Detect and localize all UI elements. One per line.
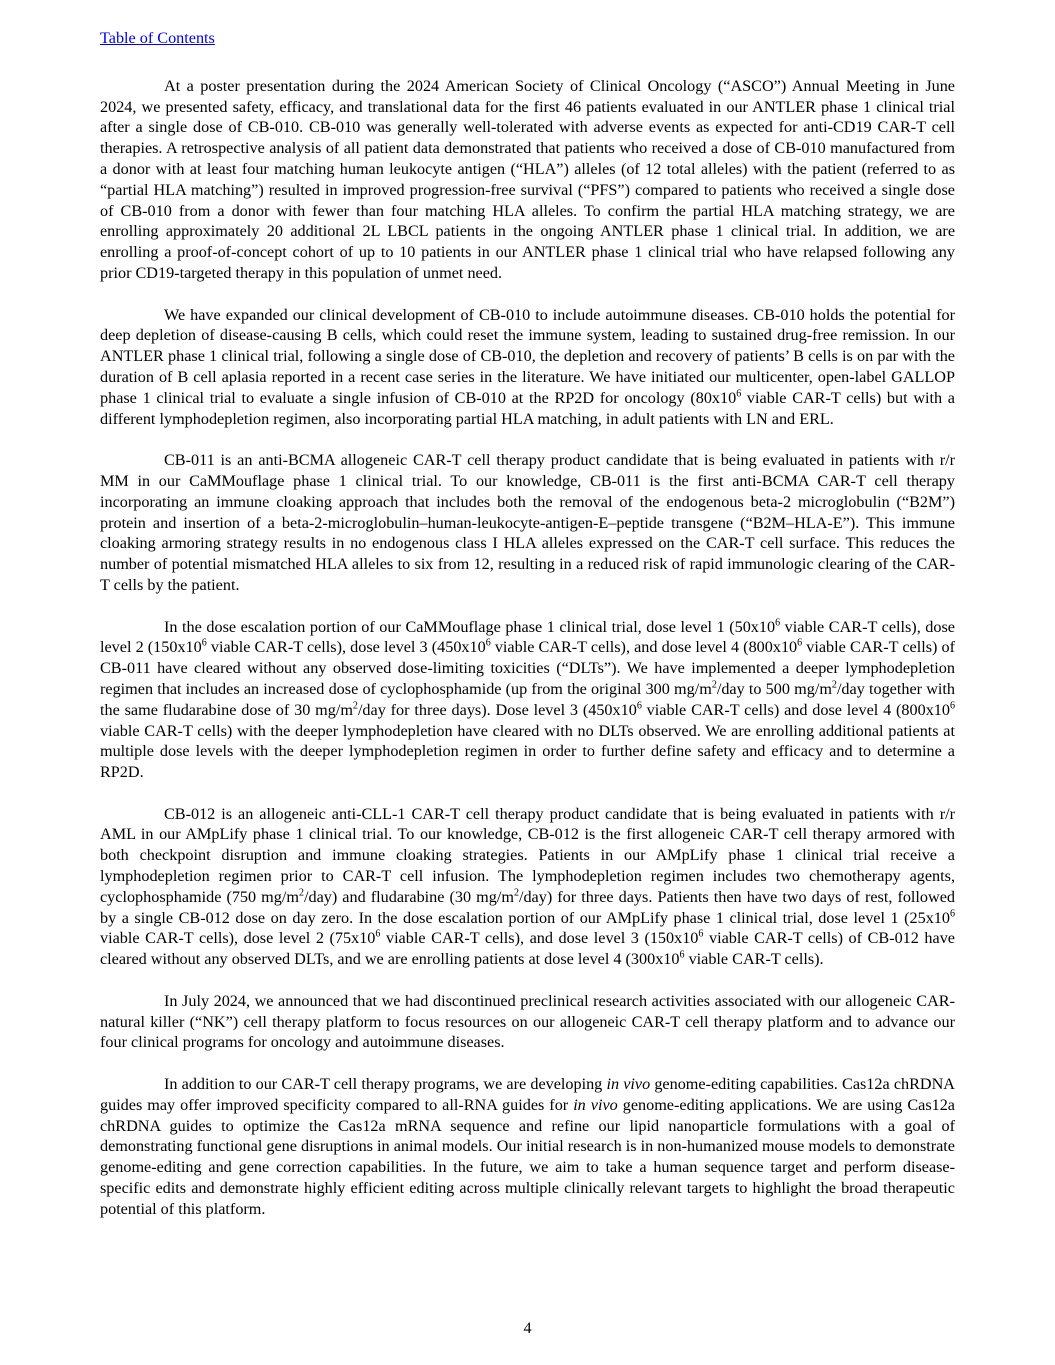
paragraph	[100, 617, 955, 783]
text-run: viable CAR-T cells), dose level 2 (75x10	[100, 929, 376, 948]
superscript: 6	[375, 929, 381, 941]
text-run: viable CAR-T cells).	[684, 950, 824, 969]
text-run: CB-011 is an anti-BCMA allogeneic CAR-T cell therapy product candidate that is being evaluated in patients with r/r MM in our CaMMouflage phase 1 clinical trial. To our knowledge, CB-011 is the first anti-BCMA CAR-T cell therapy incorporating an immune cloaking approach that includes both the removal of the endogenous beta-2 microglobulin (“B2M”) protein and insertion of a beta-2-microglobulin–human-leukocyte-antigen-E–peptide transgene (“B2M–HLA-E”). This immune cloaking armoring strategy results in no endogenous class I HLA alleles expressed on the CAR-T cell surface. This reduces the number of potential mismatched HLA alleles to six from 12, resulting in a reduced risk of rapid immunologic clearing of the CAR-T cells by the patient.	[100, 451, 955, 594]
italic-text: in vivo	[573, 1095, 618, 1114]
superscript: 6	[679, 949, 685, 961]
paragraph	[100, 1074, 955, 1220]
text-run: /day together with the same fludarabine dose of 30 mg/m	[100, 679, 955, 719]
paragraph	[100, 804, 955, 970]
table-of-contents-link[interactable]: Table of Contents	[100, 29, 215, 47]
superscript: 2	[513, 887, 519, 899]
text-run: viable CAR-T cells), dose level 2 (150x10	[100, 617, 955, 657]
text-run: viable CAR-T cells) of CB-011 have cleared without any observed dose-limiting toxicities (“DLTs”). We have implemented a deeper lymphodepletion regimen that includes an increased dose of cyclophosphamide (up from the original 300 mg/m	[100, 638, 955, 698]
superscript: 6	[797, 637, 803, 649]
text-run: viable CAR-T cells) and dose level 4 (800x10	[641, 700, 950, 719]
text-run: /day for three days). Dose level 3 (450x10	[357, 700, 637, 719]
superscript: 2	[352, 700, 358, 712]
superscript: 6	[949, 908, 955, 920]
text-run: /day to 500 mg/m	[716, 679, 832, 698]
text-run: We have expanded our clinical development of CB-010 to include autoimmune diseases. CB-010 holds the potential for deep depletion of disease-causing B cells, which could reset the immune system, leading to sustained drug-free remission. In our ANTLER phase 1 clinical trial, following a single dose of CB-010, the depletion and recovery of patients’ B cells is on par with the duration of B cell aplasia reported in a recent case series in the literature. We have initiated our multicenter, open-label GALLOP phase 1 clinical trial to evaluate a single infusion of CB-010 at the RP2D for oncology (80x10	[100, 305, 955, 407]
paragraph	[100, 450, 955, 596]
text-run: genome-editing capabilities. Cas12a chRDNA guides may offer improved specificity compared to all-RNA guides for	[100, 1075, 955, 1114]
document-body	[100, 76, 955, 1220]
superscript: 6	[636, 700, 642, 712]
superscript: 2	[298, 887, 304, 899]
text-run: In July 2024, we announced that we had discontinued preclinical research activities associated with our allogeneic CAR-natural killer (“NK”) cell therapy platform to focus resources on our allogeneic CAR-T cell therapy platform and to advance our four clinical programs for oncology and autoimmune diseases.	[100, 991, 955, 1052]
text-run: /day) and fludarabine (30 mg/m	[303, 887, 514, 906]
text-run: genome-editing applications. We are using Cas12a chRDNA guides to optimize the Cas12a mRNA sequence and refine our lipid nanoparticle formulations with a goal of demonstrating functional gene disruptions in animal models. Our initial research is in non-humanized mouse models to demonstrate genome-editing and gene correction capabilities. In the future, we aim to take a human sequence target and perform disease-specific edits and demonstrate highly efficient editing across multiple clinically relevant targets to highlight the broad therapeutic potential of this platform.	[100, 1095, 955, 1218]
text-run: viable CAR-T cells), and dose level 4 (800x10	[490, 638, 798, 657]
superscript: 6	[698, 929, 704, 941]
superscript: 6	[950, 700, 956, 712]
text-run: viable CAR-T cells) of CB-012 have cleared without any observed DLTs, and we are enrolling patients at dose level 4 (300x10	[100, 929, 955, 969]
text-run: /day) for three days. Patients then have two days of rest, followed by a single CB-012 dose on day zero. In the dose escalation portion of our AMpLify phase 1 clinical trial, dose level 1 (25x10	[100, 887, 955, 927]
superscript: 2	[831, 679, 837, 691]
superscript: 6	[736, 388, 742, 400]
paragraph	[100, 76, 955, 284]
text-run: At a poster presentation during the 2024 American Society of Clinical Oncology (“ASCO”) Annual Meeting in June 2024, we presented safety, efficacy, and translational data for the first 46 patients evaluated in our ANTLER phase 1 clinical trial after a single dose of CB-010. CB-010 was generally well-tolerated with adverse events as expected for anti-CD19 CAR-T cell therapies. A retrospective analysis of all patient data demonstrated that patients who received a dose of CB-010 manufactured from a donor with at least four matching human leukocyte antigen (“HLA”) alleles (of 12 total alleles) with the patient (referred to as “partial HLA matching”) resulted in improved progression-free survival (“PFS”) compared to patients who received a single dose of CB-010 from a donor with fewer than four matching HLA alleles. To confirm the partial HLA matching strategy, we are enrolling approximately 20 additional 2L LBCL patients in the ongoing ANTLER phase 1 clinical trial. In addition, we are enrolling a proof-of-concept cohort of up to 10 patients in our ANTLER phase 1 clinical trial who have relapsed following any prior CD19-targeted therapy in this population of unmet need.	[100, 76, 955, 282]
text-run: viable CAR-T cells) but with a different lymphodepletion regimen, also incorporating partial HLA matching, in adult patients with LN and ERL.	[100, 388, 955, 428]
text-run: viable CAR-T cells), dose level 3 (450x10	[206, 638, 486, 657]
page-number: 4	[523, 1319, 532, 1338]
text-run: viable CAR-T cells), and dose level 3 (150x10	[380, 929, 699, 948]
superscript: 6	[775, 617, 781, 629]
superscript: 6	[201, 637, 207, 649]
text-run: CB-012 is an allogeneic anti-CLL-1 CAR-T cell therapy product candidate that is being evaluated in patients with r/r AML in our AMpLify phase 1 clinical trial. To our knowledge, CB-012 is the first allogeneic CAR-T cell therapy armored with both checkpoint disruption and immune cloaking strategies. Patients in our AMpLify phase 1 clinical trial receive a lymphodepletion regimen prior to CAR-T cell infusion. The lymphodepletion regimen includes two chemotherapy agents, cyclophosphamide (750 mg/m	[100, 804, 955, 906]
text-run: viable CAR-T cells) with the deeper lymphodepletion have cleared with no DLTs observed. We are enrolling additional patients at multiple dose levels with the deeper lymphodepletion regimen in order to further define safety and efficacy and to determine a RP2D.	[100, 721, 955, 782]
superscript: 6	[485, 637, 491, 649]
text-run: In the dose escalation portion of our CaMMouflage phase 1 clinical trial, dose level 1 (50x10	[164, 617, 776, 636]
paragraph	[100, 991, 955, 1053]
superscript: 2	[711, 679, 717, 691]
italic-text: in vivo	[606, 1075, 651, 1094]
paragraph	[100, 305, 955, 430]
text-run: In addition to our CAR-T cell therapy programs, we are developing	[164, 1075, 607, 1094]
